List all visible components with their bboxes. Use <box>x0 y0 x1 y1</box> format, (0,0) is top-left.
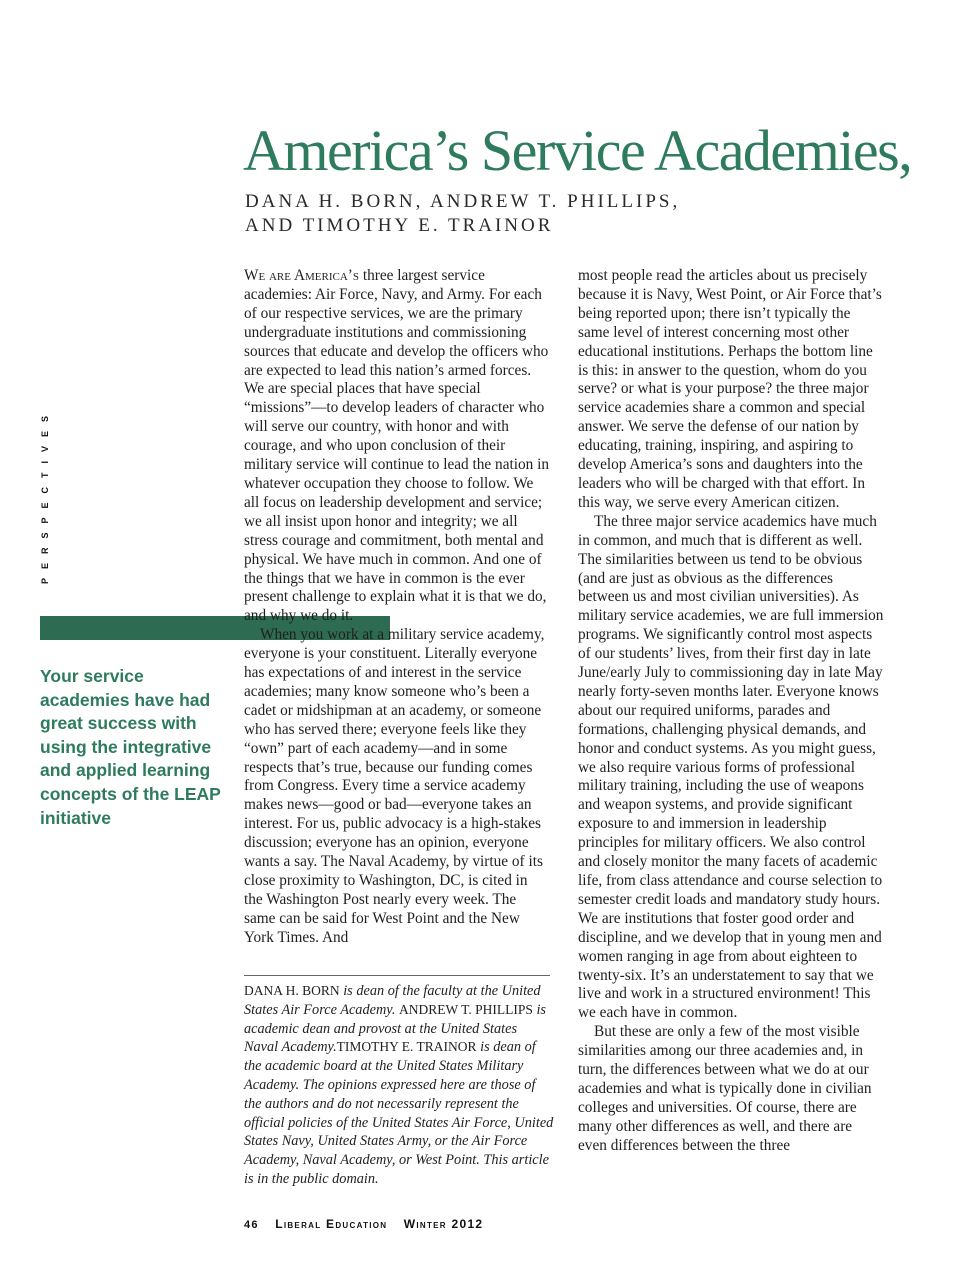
author-bio <box>244 982 554 1189</box>
bio-name: DANA H. BORN <box>244 983 340 998</box>
section-label-text: PERSPECTIVES <box>40 406 50 584</box>
author-line-1: DANA H. BORN, ANDREW T. PHILLIPS, <box>245 191 681 212</box>
publication-name: Liberal Education <box>275 1217 388 1231</box>
paragraph-text: three largest service academies: Air Force, Navy, and Army. For each of our respective services, we are the primary undergraduate institutions and commissioning sources that educate and develop the officers who are expected to lead this nation’s armed forces. We are special places that have special “missions”—to develop leaders of character who will serve our country, with honor and with courage, and who upon conclusion of their military service will continue to lead the nation in whatever occupation they choose to follow. We all focus on leadership development and service; we all insist upon honor and integrity; we all stress courage and commitment, both mental and physical. We have much in common. And one of the things that we have in common is the ever present challenge to explain what it is that we do, and why we do it. <box>244 267 550 625</box>
author-byline <box>245 190 845 238</box>
bio-name: TIMOTHY E. TRAINOR <box>336 1039 477 1055</box>
paragraph: When you work at a military service academy, everyone is your constituent. Literally everyone has expectations of and interest in the service academies; many know someone who’s been a cadet or midshipman at an academy, or someone who has served there; everyone feels like they “own” part of each academy—and in some respects that’s true, because our funding comes from Congress. Every time a service academy makes news—good or bad—everyone takes an interest. For us, public advocacy is a high-stakes discussion; everyone has an opinion, everyone wants a say. The Naval Academy, by virtue of its close proximity to Washington, DC, is cited in the Washington Post nearly every week. The same can be said for West Point and the New York Times. And <box>244 626 545 946</box>
bio-text: is dean of the faculty at the United States Air Force Academy. <box>244 983 541 1018</box>
bio-text: is dean of the academic board at the United States Military Academy. The opinions expressed here are those of the authors and do not necessarily represent the official policies of the United States Air Force, United States Navy, United States Army, or the Air Force Academy, Naval Academy, or West Point. This article is in the public domain. <box>244 1039 554 1187</box>
issue-date: Winter 2012 <box>403 1217 484 1231</box>
paragraph <box>244 267 550 626</box>
bio-text: is academic dean and provost at the United States Naval Academy. <box>244 1001 546 1056</box>
body-column-2 <box>578 267 884 1156</box>
author-line-2: AND TIMOTHY E. TRAINOR <box>245 215 554 236</box>
section-label <box>40 406 54 584</box>
page-number: 46 <box>244 1219 259 1231</box>
paragraph: most people read the articles about us precisely because it is Navy, West Point, or Air Force that’s being reported upon; there isn’t typically the same level of interest concerning most other educational institutions. Perhaps the bottom line is this: in answer to the question, whom do you serve? or what is your purpose? the three major service academies share a common and special answer. We serve the defense of our nation by educating, training, inspiring, and aspiring to develop America’s sons and daughters into the leaders who will be charged with that effort. In this way, we serve every American citizen. <box>578 267 882 511</box>
article-title: America’s Service Academies, <box>243 118 912 183</box>
bio-name: ANDREW T. PHILLIPS <box>398 1001 533 1017</box>
body-column-1 <box>244 267 550 948</box>
lead-in: We are America’s <box>244 267 360 284</box>
page-footer <box>244 1217 495 1231</box>
paragraph: But these are only a few of the most visible similarities among our three academies and, in turn, the differences between what we do at our academies and what is typically done in civilian colleges and universities. Of course, there are many other differences as well, and there are even differences between the three <box>578 1023 872 1154</box>
paragraph: The three major service academics have much in common, and much that is different as well. The similarities between us tend to be obvious (and are just as obvious as the differences between us and most civilian universities). As military service academies, we are full immersion programs. We significantly control most aspects of our students’ lives, from their first day in late June/early July to commissioning day in late May nearly forty-seven months later. Everyone knows about our required uniforms, parades and formations, challenging physical demands, and honor and conduct systems. As you might guess, we also require various forms of professional military training, including the use of weapons and weapon systems, and provide significant exposure to and immersion in leadership principles for military officers. We also control and closely monitor the many facets of academic life, from class attendance and course selection to semester credit loads and mandatory study hours. We are institutions that foster good order and discipline, and we develop that in young men and women ranging in age from about eighteen to twenty-six. It’s an understatement to say that we live and work in a structured environment! This we each have in common. <box>578 512 884 1022</box>
pull-quote: Your service academies have had great success with using the integrative and applied learning concepts of the LEAP initiative <box>40 666 221 828</box>
divider <box>244 975 550 976</box>
